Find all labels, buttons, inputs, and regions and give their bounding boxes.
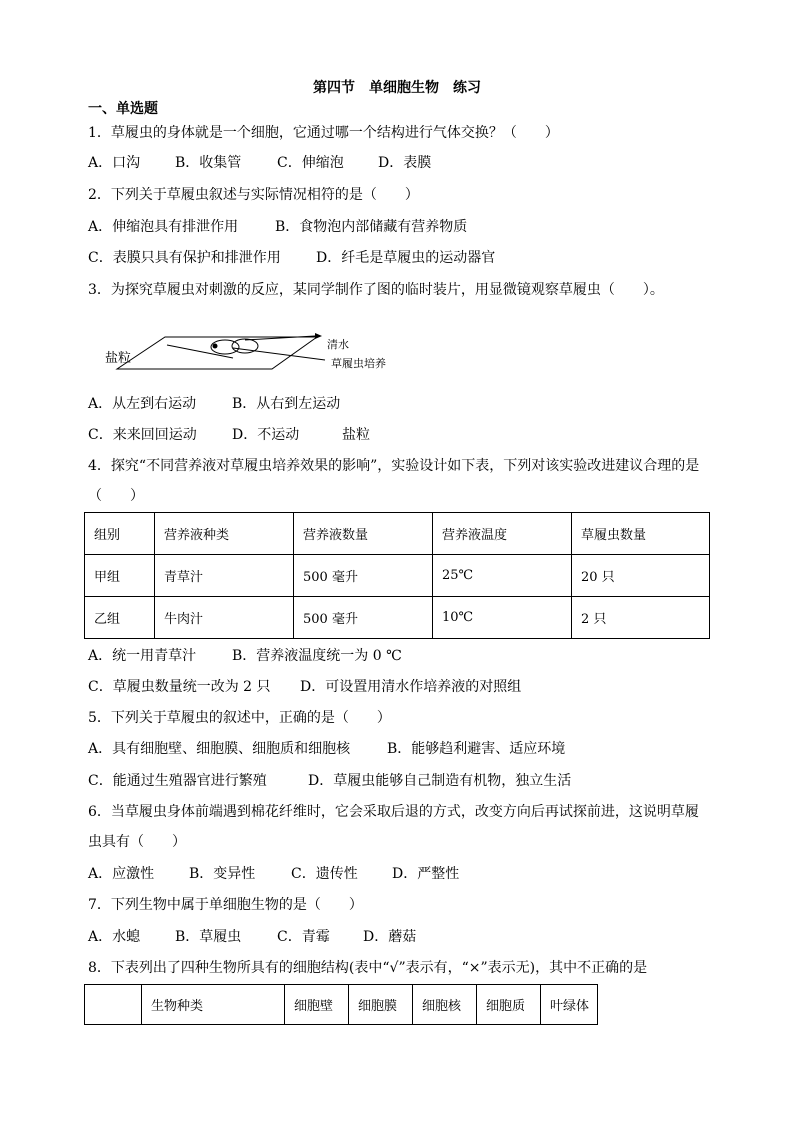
table-cell: 25℃ [433,555,572,597]
table-row [85,555,710,597]
water-arrow-icon [315,333,322,339]
q5-stem: 5．下列关于草履虫的叙述中，正确的是（ ） [88,710,391,726]
q1-option-d: D．表膜 [378,155,432,171]
q5-option-a: A．具有细胞壁、细胞膜、细胞质和细胞核 [88,741,351,757]
q7-option-c: C．青霉 [277,929,330,945]
q7-option-a: A．水螅 [88,929,141,945]
q2-option-c: C．表膜只具有保护和排泄作用 [88,250,281,266]
q8-table-header-row [85,985,598,1025]
salt-pointer [167,345,233,358]
q1-option-b: B．收集管 [175,155,242,171]
label-water: 清水 [327,338,349,351]
q6-option-b: B．变异性 [189,866,256,882]
q1-option-a: A．口沟 [88,155,141,171]
q6-option-a: A．应激性 [88,866,155,882]
q2-option-d: D．纤毛是草履虫的运动器官 [316,250,496,266]
q6-option-d: D．严整性 [392,866,460,882]
q8-stem: 8．下表列出了四种生物所具有的细胞结构(表中“√”表示有，“×”表示无)，其中不正确的是 [88,960,648,976]
q4-table-header-row [85,513,710,555]
q4-option-c: C．草履虫数量统一改为 2 只 [88,679,271,695]
table-cell: 乙组 [85,597,155,639]
q4-stem-line1: 4．探究“不同营养液对草履虫培养效果的影响”，实验设计如下表，下列对该实验改进建议合理的是 [88,458,700,474]
table-cell: 牛肉汁 [155,597,294,639]
q3-stem: 3．为探究草履虫对刺激的反应，某同学制作了图的临时装片，用显微镜观察草履虫（ ）。 [88,282,664,298]
q4-option-d: D．可设置用清水作培养液的对照组 [300,679,522,695]
slide-diagram [105,322,405,382]
table-row [85,597,710,639]
q2-option-a: A．伸缩泡具有排泄作用 [88,219,239,235]
table-cell: 10℃ [433,597,572,639]
table-cell: 2 只 [572,597,710,639]
q2-stem: 2．下列关于草履虫叙述与实际情况相符的是（ ） [88,187,419,203]
table-cell: 500 毫升 [294,597,433,639]
q6-stem-line2: 虫具有（ ） [88,834,186,850]
q7-option-b: B．草履虫 [175,929,242,945]
q4-table-header: 营养液数量 [294,513,433,555]
q4-table-header: 组别 [85,513,155,555]
q4-stem-line2: （ ） [88,488,144,504]
q8-table-header: 细胞质 [477,985,541,1025]
q7-option-d: D．蘑菇 [363,929,417,945]
q4-option-b: B．营养液温度统一为 0 ℃ [232,648,402,664]
table-cell: 500 毫升 [294,555,433,597]
table-cell: 20 只 [572,555,710,597]
q4-option-a: A．统一用青草汁 [88,648,197,664]
section-heading: 一、单选题 [88,101,158,117]
q5-option-b: B．能够趋利避害、适应环境 [387,741,566,757]
q3-option-d: D．不运动 [232,427,300,443]
q3-trailing-text: 盐粒 [342,427,370,443]
q5-option-d: D．草履虫能够自己制造有机物，独立生活 [308,773,572,789]
q3-option-a: A．从左到右运动 [88,396,197,412]
q5-option-c: C．能通过生殖器官进行繁殖 [88,773,267,789]
table-cell: 甲组 [85,555,155,597]
q8-table-header-blank [85,985,142,1025]
page-title: 第四节 单细胞生物 练习 [313,80,481,96]
table-cell: 青草汁 [155,555,294,597]
q1-option-c: C．伸缩泡 [277,155,344,171]
q4-table-header: 草履虫数量 [572,513,710,555]
q8-table-header: 细胞核 [413,985,477,1025]
q4-table [84,512,710,639]
q3-option-c: C．来来回回运动 [88,427,197,443]
q3-option-b: B．从右到左运动 [232,396,341,412]
q4-table-header: 营养液温度 [433,513,572,555]
q6-option-c: C．遗传性 [291,866,358,882]
culture-pointer [233,348,325,360]
q2-option-b: B．食物泡内部储藏有营养物质 [275,219,468,235]
q1-stem: 1．草履虫的身体就是一个细胞，它通过哪一个结构进行气体交换？（ ） [88,125,559,141]
q6-stem-line1: 6．当草履虫身体前端遇到棉花纤维时，它会采取后退的方式，改变方向后再试探前进，这说明草履 [88,804,699,820]
salt-grain-icon [213,344,218,349]
label-salt: 盐粒 [105,351,132,366]
q8-table-header: 细胞壁 [285,985,349,1025]
label-culture: 草履虫培养 [331,357,386,370]
q8-table-header: 细胞膜 [349,985,413,1025]
q4-table-header: 营养液种类 [155,513,294,555]
q8-table [84,984,598,1025]
q7-stem: 7．下列生物中属于单细胞生物的是（ ） [88,897,363,913]
q8-table-header: 生物种类 [142,985,285,1025]
q8-table-header: 叶绿体 [541,985,598,1025]
